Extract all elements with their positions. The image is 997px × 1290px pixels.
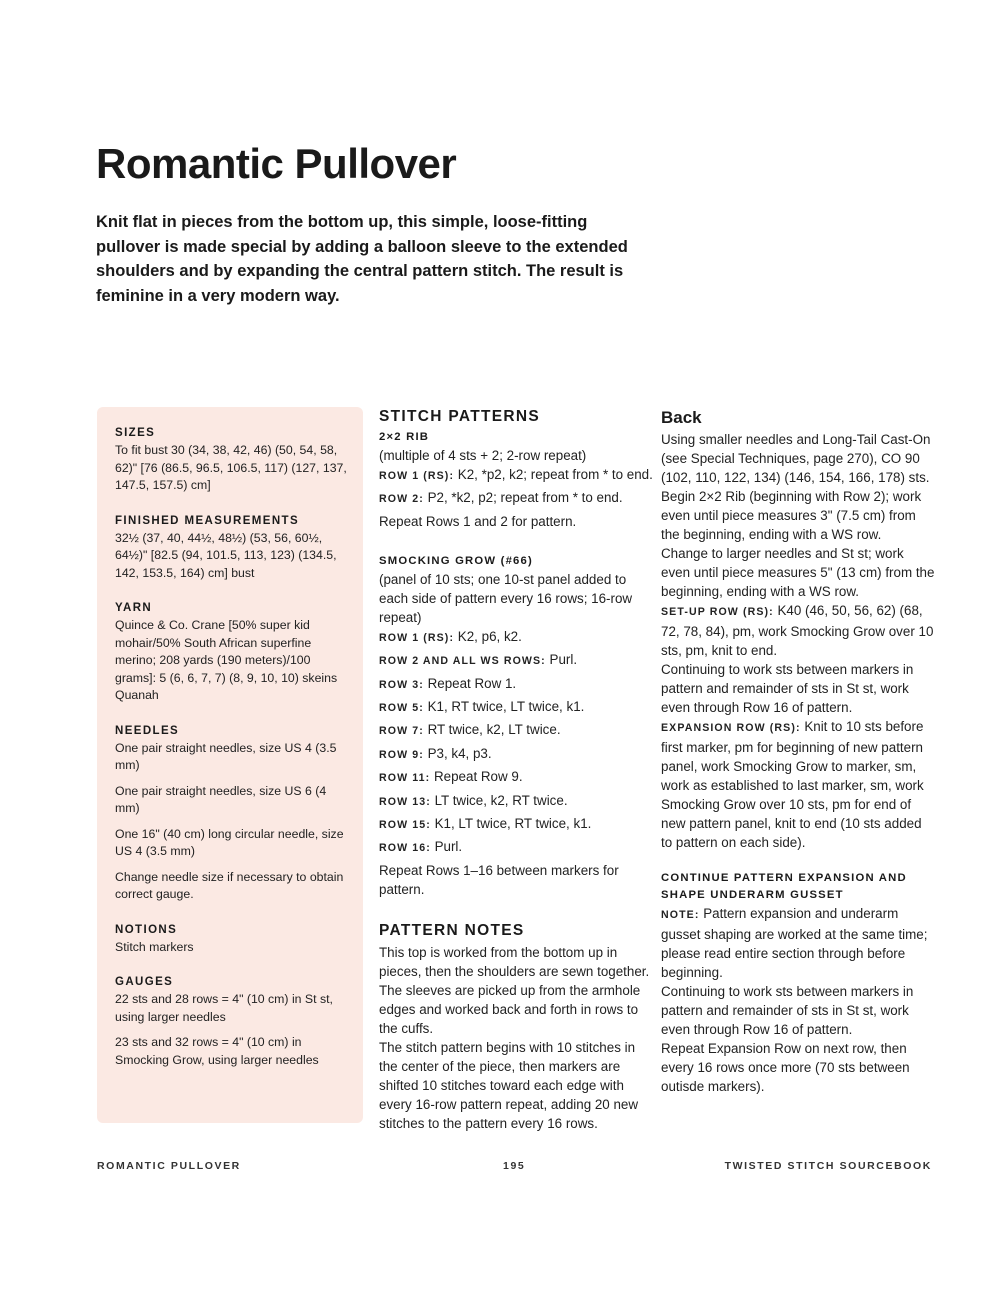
specs-sidebar: [97, 407, 363, 1123]
row-label: ROW 2:: [379, 493, 424, 506]
pattern-notes-paragraph: The stitch pattern begins with 10 stitches in the center of the piece, then markers are shifted 10 stitches toward each edge with every 16-row pattern repeat, adding 20 new stitches to the pattern every 16 rows.: [379, 1039, 639, 1131]
yarn-text: Quince & Co. Crane [50% super kid mohair/50% South African superfine merino; 208 yards (190 meters)/100 grams]: 5 (6, 6, 7, 7) (8, 9, 10, 10) skeins Quanah: [115, 618, 338, 702]
smocking-row: [379, 697, 653, 718]
row-text: Purl.: [430, 839, 463, 855]
rib-row: [379, 465, 653, 486]
notions-heading: NOTIONS: [115, 923, 178, 936]
smocking-row: [379, 627, 653, 648]
sizes-heading: SIZES: [115, 427, 156, 439]
row-label: ROW 2 AND ALL WS ROWS:: [379, 655, 546, 668]
row-label: ROW 1 (RS):: [379, 631, 455, 644]
footer-book-title: TWISTED STITCH SOURCEBOOK: [724, 1160, 932, 1172]
gauges-item: 23 sts and 32 rows = 4" (10 cm) in Smocking Grow, using larger needles: [115, 1035, 319, 1067]
note-text: Pattern expansion and underarm gusset shaping are worked at the same time; please read entire section through before beginning.: [661, 906, 928, 980]
sizes-section: [115, 427, 347, 495]
row-text: P3, k4, p3.: [423, 745, 492, 761]
back-paragraph: Continuing to work sts between markers in pattern and remainder of sts in St st, work even through Row 16 of pattern.: [661, 984, 914, 1037]
row-text: K1, RT twice, LT twice, k1.: [423, 698, 585, 714]
row-label: ROW 5:: [379, 701, 424, 714]
row-label: ROW 11:: [379, 772, 431, 785]
pattern-notes-heading: PATTERN NOTES: [379, 921, 525, 939]
needles-item: Change needle size if necessary to obtain correct gauge.: [115, 869, 344, 901]
finished-measurements-heading: FINISHED MEASUREMENTS: [115, 514, 300, 527]
smocking-row: [379, 674, 653, 695]
continue-heading: CONTINUE PATTERN EXPANSION AND SHAPE UNDERARM GUSSET: [661, 872, 907, 901]
rib-heading: 2×2 RIB: [379, 431, 430, 443]
row-text: RT twice, k2, LT twice.: [423, 722, 561, 738]
row-text: LT twice, k2, RT twice.: [430, 792, 568, 808]
smocking-row: [379, 814, 653, 835]
smocking-row: [379, 837, 653, 858]
expansion-row-label: EXPANSION ROW (RS):: [661, 722, 801, 734]
row-text: P2, *k2, p2; repeat from * to end.: [423, 490, 623, 506]
gauges-section: [115, 976, 347, 1069]
gauges-heading: GAUGES: [115, 976, 174, 988]
page-number: 195: [503, 1160, 526, 1172]
sizes-text: To fit bust 30 (34, 38, 42, 46) (50, 54, 58, 62)" [76 (86.5, 96.5, 106.5, 117) (127, 137, 147.5, 157.5) cm]: [115, 443, 347, 492]
note-label: NOTE:: [661, 909, 700, 921]
back-paragraph: Using smaller needles and Long-Tail Cast-On (see Special Techniques, page 270), CO 90 (102, 110, 122, 134) (146, 154, 166, 178) sts.: [661, 432, 931, 485]
back-paragraph: Continuing to work sts between markers in pattern and remainder of sts in St st, work even through Row 16 of pattern.: [661, 662, 914, 715]
expansion-row-text: Knit to 10 sts before first marker, pm for beginning of new pattern panel, work Smocking Grow to marker, sm, work as established to last marker, sm, work Smocking Grow over 10 sts, pm for end of new pattern panel, knit to end (10 sts added to pattern on each side).: [661, 719, 924, 850]
needles-item: One 16" (40 cm) long circular needle, size US 4 (3.5 mm): [115, 826, 344, 858]
back-heading: Back: [661, 408, 702, 427]
rib-row: [379, 488, 653, 509]
smocking-repeat: Repeat Rows 1–16 between markers for pattern.: [379, 862, 619, 897]
intro-paragraph: Knit flat in pieces from the bottom up, this simple, loose-fitting pullover is made special by adding a balloon sleeve to the extended shoulders and by expanding the central pattern stitch. The result is feminine in a very modern way.: [96, 213, 628, 305]
smocking-row: [379, 744, 653, 765]
yarn-section: [115, 602, 347, 705]
finished-measurements-section: [115, 515, 347, 583]
needles-section: [115, 725, 347, 904]
page-title: Romantic Pullover: [96, 140, 457, 187]
gauges-item: 22 sts and 28 rows = 4" (10 cm) in St st, using larger needles: [115, 992, 333, 1024]
needles-heading: NEEDLES: [115, 724, 180, 737]
notions-text: Stitch markers: [115, 939, 194, 954]
needles-item: One pair straight needles, size US 6 (4 mm): [115, 783, 327, 815]
row-text: K1, LT twice, RT twice, k1.: [430, 815, 592, 831]
row-label: ROW 16:: [379, 842, 431, 855]
setup-row-text: K40 (46, 50, 56, 62) (68, 72, 78, 84), pm, work Smocking Grow over 10 sts, pm, knit to end.: [661, 603, 934, 658]
back-column: [661, 407, 935, 1096]
needles-item: One pair straight needles, size US 4 (3.5 mm): [115, 740, 337, 772]
setup-row: [661, 601, 935, 660]
smocking-row: [379, 791, 653, 812]
setup-row-label: SET-UP ROW (RS):: [661, 606, 774, 618]
footer-chapter: ROMANTIC PULLOVER: [97, 1160, 241, 1172]
pattern-notes-paragraph: This top is worked from the bottom up in pieces, then the shoulders are sewn together. The sleeves are picked up from the armhole edges and worked back and forth in rows to the cuffs.: [379, 944, 650, 1036]
row-label: ROW 9:: [379, 748, 424, 761]
row-label: ROW 13:: [379, 795, 431, 808]
finished-measurements-text: 32½ (37, 40, 44½, 48½) (53, 56, 60½, 64½)" [82.5 (94, 101.5, 113, 123) (134.5, 142, 153.5, 164) cm] bust: [115, 530, 337, 580]
row-text: Repeat Row 9.: [430, 769, 523, 785]
back-paragraph: Repeat Expansion Row on next row, then every 16 rows once more (70 sts between outisde markers).: [661, 1041, 910, 1094]
row-label: ROW 3:: [379, 678, 424, 691]
stitch-patterns-column: [379, 407, 653, 1133]
smocking-description: (panel of 10 sts; one 10-st panel added to each side of pattern every 16 rows; 16-row repeat): [379, 571, 633, 625]
expansion-row: [661, 717, 935, 852]
back-paragraph: Begin 2×2 Rib (beginning with Row 2); work even until piece measures 3" (7.5 cm) from the beginning, ending with a WS row.: [661, 489, 922, 542]
row-label: ROW 15:: [379, 818, 431, 831]
smocking-row: [379, 767, 653, 788]
row-text: K2, *p2, k2; repeat from * to end.: [454, 467, 653, 482]
smocking-row: [379, 720, 653, 741]
row-label: ROW 7:: [379, 725, 424, 738]
note: [661, 904, 935, 982]
rib-repeat: Repeat Rows 1 and 2 for pattern.: [379, 513, 577, 529]
rib-description: (multiple of 4 sts + 2; 2-row repeat): [379, 448, 587, 463]
stitch-patterns-heading: STITCH PATTERNS: [379, 408, 541, 425]
yarn-heading: YARN: [115, 602, 153, 614]
row-text: K2, p6, k2.: [454, 628, 522, 644]
row-text: Repeat Row 1.: [423, 675, 517, 691]
row-text: Purl.: [545, 652, 578, 668]
smocking-row: [379, 650, 653, 671]
back-paragraph: Change to larger needles and St st; work even until piece measures 5" (13 cm) from the beginning, ending with a WS row.: [661, 546, 935, 599]
smocking-heading: SMOCKING GROW (#66): [379, 554, 533, 567]
row-label: ROW 1 (RS):: [379, 470, 455, 482]
notions-section: [115, 924, 347, 957]
